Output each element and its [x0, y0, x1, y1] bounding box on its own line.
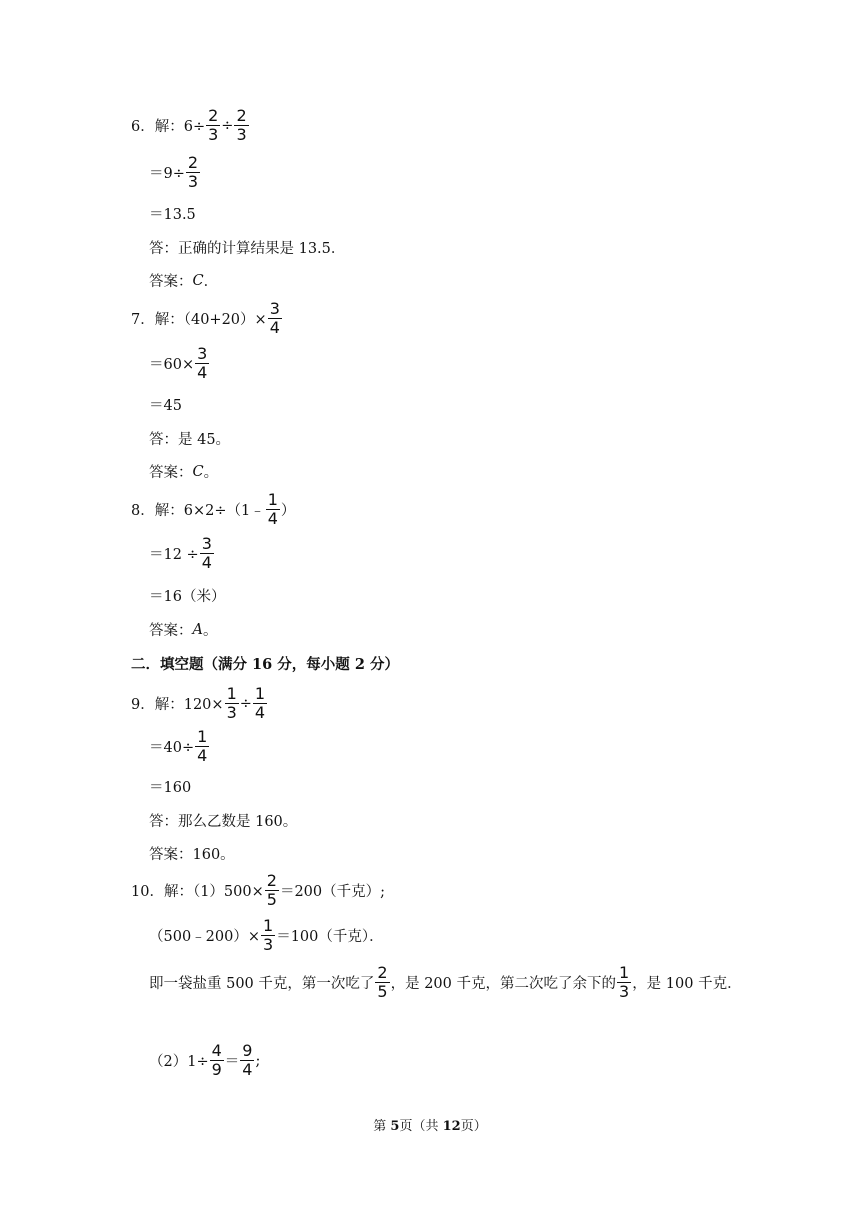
q6-line3: ＝13.5	[149, 207, 196, 223]
fraction: $\frac{3}{4}$	[201, 534, 212, 572]
fraction: $\frac{2}{3}$	[187, 153, 199, 191]
q7-line4: 答：是 45。	[149, 432, 231, 448]
q8-answer: 答案： A 。	[149, 621, 218, 639]
page-number: 5	[390, 1119, 400, 1134]
q10-line2: （500﹣200）× $\frac{1}{3}$ ＝100（千克）．	[149, 916, 384, 954]
fraction: $\frac{3}{4}$	[269, 299, 280, 337]
q8-line1: 8．解：6×2÷（1﹣ $\frac{1}{4}$ ）	[131, 490, 296, 528]
fraction: $\frac{3}{4}$	[197, 344, 208, 382]
q10-line1: 10．解：（1）500× $\frac{2}{5}$ ＝200（千克）;	[131, 871, 386, 909]
q6-answer: 答案： C ．	[149, 272, 219, 290]
q6-line4: 答：正确的计算结果是 13.5．	[149, 241, 346, 257]
q10-line3: 即一袋盐重 500 千克，第一次吃了 $\frac{2}{5}$ ，是 200 千克，第二次吃了余下的 $\frac{1}{3}$ ，是 100 千克．	[149, 963, 742, 1001]
page-total: 12	[442, 1119, 461, 1134]
fraction: $\frac{2}{5}$	[266, 871, 277, 909]
q9-line2: ＝40÷ $\frac{1}{4}$	[149, 727, 208, 765]
page-footer: 第 5页（共 12页）	[373, 1119, 487, 1134]
q9-line3: ＝160	[149, 780, 192, 796]
q8-line2: ＝12 ÷ $\frac{3}{4}$	[149, 534, 212, 572]
fraction: $\frac{1}{3}$	[226, 684, 237, 722]
q8-line3: ＝16（米）	[149, 589, 226, 605]
q9-line4: 答：那么乙数是 160。	[149, 814, 298, 830]
fraction: $\frac{1}{4}$	[254, 684, 266, 722]
fraction: $\frac{9}{4}$	[242, 1041, 253, 1079]
q6-text: 6．解：6÷	[131, 119, 206, 135]
q7-answer: 答案： C 。	[149, 463, 219, 481]
fraction: $\frac{1}{3}$	[619, 963, 630, 1001]
fraction: $\frac{1}{4}$	[267, 490, 278, 528]
fraction: $\frac{2}{3}$	[236, 106, 247, 144]
fraction: $\frac{2}{3}$	[208, 106, 219, 144]
fraction: $\frac{1}{3}$	[263, 916, 274, 954]
q9-line1: 9．解：120× $\frac{1}{3}$ ÷ $\frac{1}{4}$	[131, 684, 266, 722]
q10-line4: （2）1÷ $\frac{4}{9}$ ＝ $\frac{9}{4}$ ;	[149, 1041, 261, 1079]
fraction: $\frac{2}{5}$	[377, 963, 388, 1001]
q9-answer: 答案：160。	[149, 847, 235, 863]
q7-line3: ＝45	[149, 398, 182, 414]
fraction: $\frac{4}{9}$	[211, 1041, 222, 1079]
section-heading: 二．填空题（满分 16 分，每小题 2 分）	[131, 656, 399, 673]
q6-line2	[149, 155, 201, 190]
q7-line1: 7．解：（40+20）× $\frac{3}{4}$	[131, 299, 280, 337]
q6-text: ＝9÷	[149, 166, 185, 182]
q6-line1	[131, 108, 250, 143]
fraction: $\frac{1}{4}$	[197, 727, 208, 765]
q6-text: ÷	[221, 117, 234, 134]
q7-line2: ＝60× $\frac{3}{4}$	[149, 344, 208, 382]
